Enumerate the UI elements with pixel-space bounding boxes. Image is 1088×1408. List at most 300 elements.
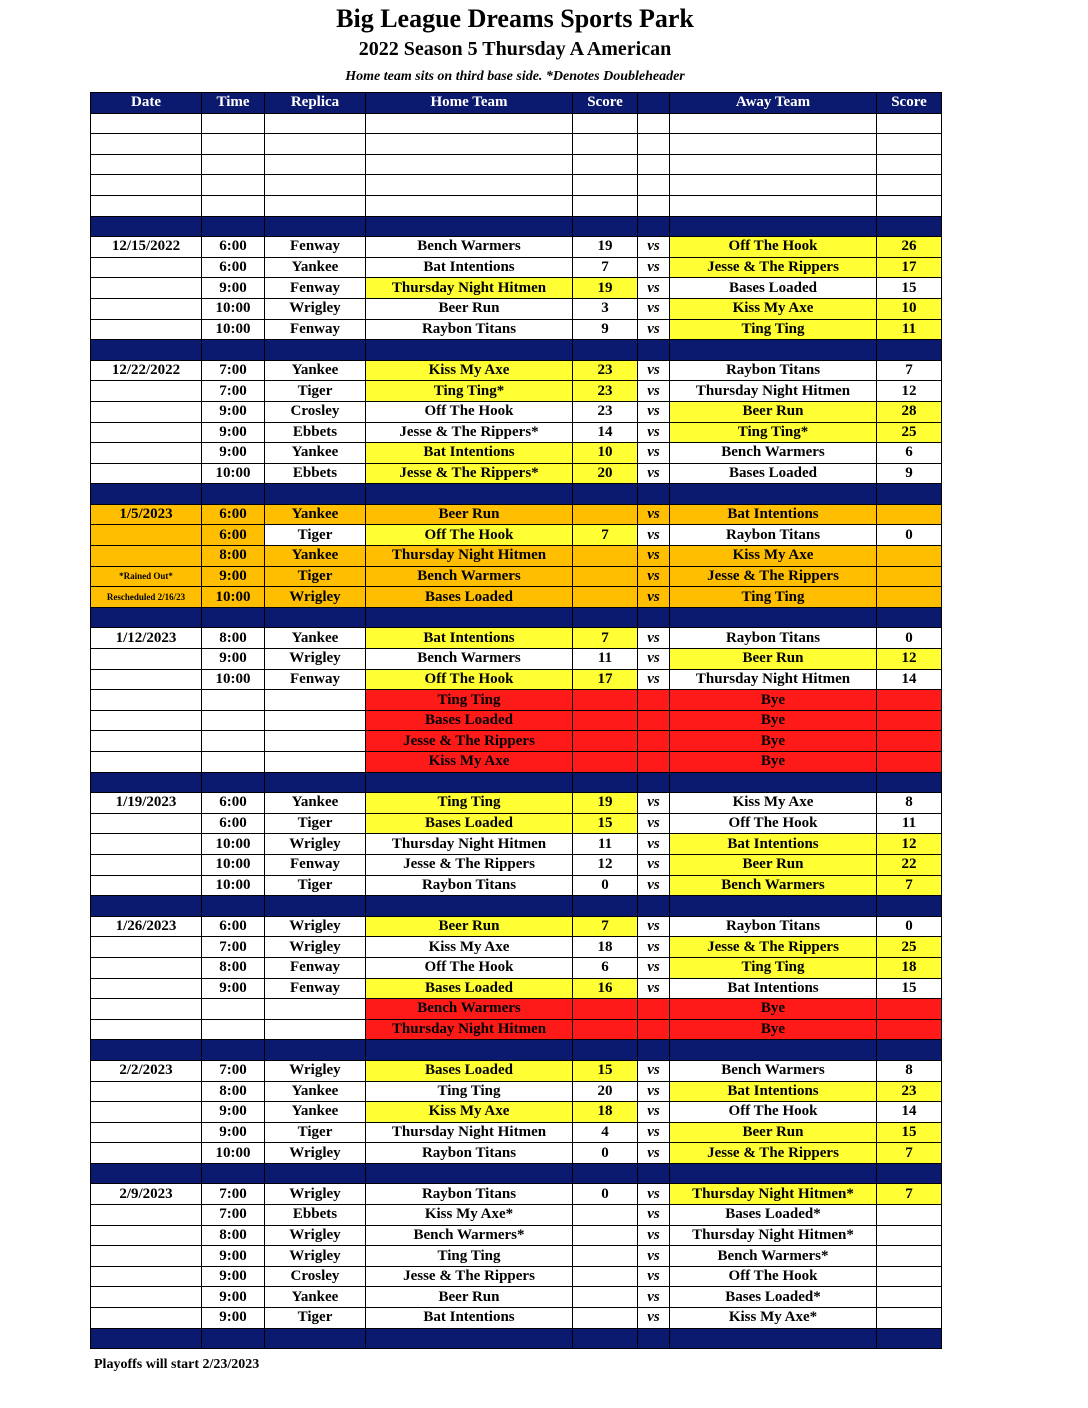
time-cell [202, 999, 265, 1020]
vs-cell [638, 607, 670, 628]
time-cell [202, 896, 265, 917]
vs-cell: vs [638, 443, 670, 464]
time-cell: 7:00 [202, 1184, 265, 1205]
week-separator-row [91, 607, 942, 628]
vs-cell: vs [638, 1081, 670, 1102]
replica-cell: Wrigley [265, 1246, 366, 1267]
away-score-cell [877, 1308, 942, 1329]
game-row [91, 1266, 942, 1287]
away-team-cell: Thursday Night Hitmen* [670, 1225, 877, 1246]
vs-cell [638, 731, 670, 752]
home-team-cell: Raybon Titans [366, 875, 573, 896]
game-row [91, 257, 942, 278]
away-score-cell: 23 [877, 1081, 942, 1102]
game-row [91, 854, 942, 875]
home-team-cell: Raybon Titans [366, 1143, 573, 1164]
replica-cell [265, 752, 366, 773]
vs-cell: vs [638, 587, 670, 608]
home-score-cell: 20 [573, 463, 638, 484]
replica-cell [265, 1040, 366, 1061]
time-cell: 10:00 [202, 1143, 265, 1164]
vs-cell: vs [638, 422, 670, 443]
home-score-cell: 7 [573, 257, 638, 278]
away-score-cell [877, 1163, 942, 1184]
home-team-cell: Bases Loaded [366, 587, 573, 608]
away-score-cell: 22 [877, 854, 942, 875]
vs-cell: vs [638, 1102, 670, 1123]
vs-cell: vs [638, 278, 670, 299]
home-score-cell: 9 [573, 319, 638, 340]
away-team-cell: Beer Run [670, 401, 877, 422]
away-score-cell: 25 [877, 937, 942, 958]
vs-cell [638, 1328, 670, 1349]
date-cell [91, 340, 202, 361]
game-row [91, 587, 942, 608]
replica-cell [265, 690, 366, 711]
away-team-cell: Kiss My Axe [670, 298, 877, 319]
table-header-row [91, 93, 942, 114]
date-cell: 1/5/2023 [91, 504, 202, 525]
home-score-cell [573, 1287, 638, 1308]
away-score-cell: 0 [877, 525, 942, 546]
date-cell [91, 875, 202, 896]
home-team-cell [366, 340, 573, 361]
date-cell [91, 381, 202, 402]
time-cell [202, 1040, 265, 1061]
col-header-date: Date [91, 93, 202, 114]
time-cell [202, 752, 265, 773]
replica-cell [265, 896, 366, 917]
game-row [91, 793, 942, 814]
home-score-cell: 18 [573, 937, 638, 958]
away-team-cell [670, 607, 877, 628]
replica-cell: Wrigley [265, 937, 366, 958]
home-score-cell: 7 [573, 916, 638, 937]
home-score-cell: 0 [573, 1184, 638, 1205]
date-cell [91, 834, 202, 855]
replica-cell [265, 607, 366, 628]
away-score-cell: 28 [877, 401, 942, 422]
blank-row [91, 113, 942, 134]
date-cell [91, 1308, 202, 1329]
home-team-cell: Kiss My Axe [366, 1102, 573, 1123]
time-cell [202, 195, 265, 216]
away-score-cell [877, 175, 942, 196]
date-cell [91, 257, 202, 278]
game-row [91, 916, 942, 937]
away-team-cell: Thursday Night Hitmen [670, 669, 877, 690]
date-cell [91, 175, 202, 196]
home-team-cell: Beer Run [366, 916, 573, 937]
away-team-cell: Jesse & The Rippers [670, 257, 877, 278]
game-row [91, 1287, 942, 1308]
away-team-cell: Bat Intentions [670, 834, 877, 855]
date-cell [91, 937, 202, 958]
away-team-cell: Ting Ting* [670, 422, 877, 443]
game-row [91, 422, 942, 443]
home-team-cell [366, 1040, 573, 1061]
blank-row [91, 195, 942, 216]
game-row [91, 1308, 942, 1329]
replica-cell [265, 1328, 366, 1349]
time-cell: 6:00 [202, 793, 265, 814]
away-score-cell: 15 [877, 1122, 942, 1143]
away-score-cell: 14 [877, 1102, 942, 1123]
away-score-cell [877, 504, 942, 525]
home-score-cell: 23 [573, 381, 638, 402]
home-score-cell [573, 1205, 638, 1226]
away-team-cell [670, 1328, 877, 1349]
game-row [91, 463, 942, 484]
date-cell [91, 216, 202, 237]
home-score-cell: 23 [573, 360, 638, 381]
replica-cell: Tiger [265, 813, 366, 834]
home-team-cell: Thursday Night Hitmen [366, 1122, 573, 1143]
home-score-cell [573, 113, 638, 134]
bye-row [91, 752, 942, 773]
replica-cell: Wrigley [265, 1060, 366, 1081]
replica-cell: Yankee [265, 793, 366, 814]
home-team-cell: Thursday Night Hitmen [366, 834, 573, 855]
away-score-cell [877, 340, 942, 361]
header-note: Home team sits on third base side. *Denotes Doubleheader [345, 69, 685, 84]
week-separator-row [91, 1163, 942, 1184]
game-row [91, 1184, 942, 1205]
home-team-cell [366, 484, 573, 505]
away-score-cell: 17 [877, 257, 942, 278]
game-row [91, 1060, 942, 1081]
game-row [91, 237, 942, 258]
replica-cell: Crosley [265, 401, 366, 422]
time-cell [202, 134, 265, 155]
away-team-cell: Off The Hook [670, 813, 877, 834]
away-team-cell: Beer Run [670, 1122, 877, 1143]
home-team-cell: Bench Warmers [366, 649, 573, 670]
time-cell: 9:00 [202, 978, 265, 999]
date-cell [91, 772, 202, 793]
replica-cell: Wrigley [265, 1225, 366, 1246]
game-row [91, 401, 942, 422]
home-score-cell: 0 [573, 875, 638, 896]
vs-cell [638, 896, 670, 917]
home-team-cell: Ting Ting [366, 1081, 573, 1102]
home-team-cell [366, 896, 573, 917]
time-cell [202, 340, 265, 361]
time-cell [202, 690, 265, 711]
home-score-cell: 15 [573, 1060, 638, 1081]
home-team-cell: Ting Ting [366, 1246, 573, 1267]
date-cell [91, 999, 202, 1020]
time-cell [202, 607, 265, 628]
game-row [91, 1143, 942, 1164]
date-cell [91, 1040, 202, 1061]
home-score-cell [573, 731, 638, 752]
away-team-cell [670, 340, 877, 361]
date-cell [91, 422, 202, 443]
home-team-cell: Off The Hook [366, 401, 573, 422]
replica-cell [265, 1163, 366, 1184]
date-cell: 1/26/2023 [91, 916, 202, 937]
home-score-cell [573, 896, 638, 917]
game-row [91, 875, 942, 896]
home-score-cell [573, 484, 638, 505]
replica-cell: Fenway [265, 319, 366, 340]
time-cell: 9:00 [202, 1287, 265, 1308]
home-score-cell: 6 [573, 957, 638, 978]
away-team-cell [670, 896, 877, 917]
away-score-cell: 9 [877, 463, 942, 484]
home-team-cell: Kiss My Axe [366, 937, 573, 958]
replica-cell: Tiger [265, 875, 366, 896]
away-score-cell [877, 731, 942, 752]
game-row [91, 546, 942, 567]
time-cell: 8:00 [202, 1225, 265, 1246]
away-score-cell [877, 1287, 942, 1308]
away-team-cell: Bye [670, 710, 877, 731]
away-team-cell [670, 772, 877, 793]
away-team-cell: Off The Hook [670, 1266, 877, 1287]
away-score-cell: 10 [877, 298, 942, 319]
replica-cell: Ebbets [265, 463, 366, 484]
date-cell [91, 443, 202, 464]
game-row [91, 628, 942, 649]
replica-cell: Wrigley [265, 587, 366, 608]
replica-cell: Tiger [265, 381, 366, 402]
week-separator-row [91, 340, 942, 361]
vs-cell [638, 772, 670, 793]
away-score-cell [877, 195, 942, 216]
away-team-cell: Beer Run [670, 649, 877, 670]
week-separator-row [91, 216, 942, 237]
home-score-cell [573, 566, 638, 587]
date-cell [91, 484, 202, 505]
away-score-cell: 0 [877, 628, 942, 649]
replica-cell: Wrigley [265, 916, 366, 937]
replica-cell: Wrigley [265, 649, 366, 670]
home-team-cell: Thursday Night Hitmen [366, 546, 573, 567]
away-score-cell: 11 [877, 813, 942, 834]
away-team-cell [670, 134, 877, 155]
game-row [91, 525, 942, 546]
away-team-cell [670, 484, 877, 505]
time-cell: 8:00 [202, 957, 265, 978]
away-score-cell [877, 607, 942, 628]
time-cell: 6:00 [202, 257, 265, 278]
replica-cell: Tiger [265, 1122, 366, 1143]
vs-cell: vs [638, 525, 670, 546]
home-score-cell: 10 [573, 443, 638, 464]
vs-cell: vs [638, 957, 670, 978]
date-cell: 1/12/2023 [91, 628, 202, 649]
vs-cell: vs [638, 1060, 670, 1081]
replica-cell: Yankee [265, 1287, 366, 1308]
away-score-cell [877, 154, 942, 175]
week-separator-row [91, 772, 942, 793]
vs-cell: vs [638, 381, 670, 402]
col-header-away-team: Away Team [670, 93, 877, 114]
home-score-cell: 14 [573, 422, 638, 443]
away-score-cell [877, 546, 942, 567]
col-header-vs [638, 93, 670, 114]
date-cell: 12/22/2022 [91, 360, 202, 381]
away-score-cell [877, 1328, 942, 1349]
home-score-cell [573, 216, 638, 237]
home-team-cell [366, 113, 573, 134]
game-row [91, 319, 942, 340]
home-team-cell: Bat Intentions [366, 443, 573, 464]
time-cell: 9:00 [202, 401, 265, 422]
time-cell: 7:00 [202, 1205, 265, 1226]
away-team-cell: Bye [670, 1019, 877, 1040]
away-team-cell: Bye [670, 690, 877, 711]
date-cell [91, 690, 202, 711]
away-team-cell [670, 216, 877, 237]
time-cell [202, 1328, 265, 1349]
away-team-cell: Ting Ting [670, 587, 877, 608]
home-team-cell [366, 134, 573, 155]
game-row [91, 1246, 942, 1267]
replica-cell [265, 113, 366, 134]
away-team-cell: Bye [670, 731, 877, 752]
blank-row [91, 175, 942, 196]
home-score-cell: 16 [573, 978, 638, 999]
time-cell: 9:00 [202, 422, 265, 443]
time-cell [202, 216, 265, 237]
date-cell: 2/2/2023 [91, 1060, 202, 1081]
replica-cell [265, 154, 366, 175]
home-team-cell: Bases Loaded [366, 813, 573, 834]
date-cell [91, 731, 202, 752]
replica-cell [265, 175, 366, 196]
vs-cell: vs [638, 1246, 670, 1267]
date-cell [91, 525, 202, 546]
home-team-cell: Bench Warmers [366, 237, 573, 258]
home-team-cell [366, 1328, 573, 1349]
time-cell: 6:00 [202, 237, 265, 258]
home-score-cell [573, 1246, 638, 1267]
away-score-cell [877, 1205, 942, 1226]
home-score-cell [573, 340, 638, 361]
away-score-cell: 15 [877, 978, 942, 999]
home-team-cell: Bat Intentions [366, 628, 573, 649]
home-score-cell [573, 1266, 638, 1287]
game-row [91, 566, 942, 587]
home-team-cell: Ting Ting [366, 690, 573, 711]
away-team-cell [670, 113, 877, 134]
time-cell: 10:00 [202, 298, 265, 319]
away-team-cell: Raybon Titans [670, 360, 877, 381]
away-score-cell: 8 [877, 1060, 942, 1081]
vs-cell: vs [638, 649, 670, 670]
away-score-cell: 12 [877, 834, 942, 855]
date-cell: Rescheduled 2/16/23 [91, 587, 202, 608]
away-score-cell [877, 134, 942, 155]
home-score-cell: 12 [573, 854, 638, 875]
week-separator-row [91, 1328, 942, 1349]
away-score-cell [877, 896, 942, 917]
vs-cell: vs [638, 566, 670, 587]
away-team-cell: Jesse & The Rippers [670, 566, 877, 587]
home-score-cell: 4 [573, 1122, 638, 1143]
time-cell [202, 1163, 265, 1184]
vs-cell: vs [638, 1184, 670, 1205]
home-score-cell: 19 [573, 237, 638, 258]
away-team-cell: Ting Ting [670, 957, 877, 978]
time-cell [202, 484, 265, 505]
col-header-home-score: Score [573, 93, 638, 114]
time-cell: 8:00 [202, 1081, 265, 1102]
game-row [91, 360, 942, 381]
time-cell: 6:00 [202, 525, 265, 546]
away-score-cell [877, 216, 942, 237]
away-score-cell: 7 [877, 1143, 942, 1164]
home-score-cell [573, 195, 638, 216]
game-row [91, 1102, 942, 1123]
vs-cell [638, 484, 670, 505]
home-score-cell: 15 [573, 813, 638, 834]
time-cell [202, 154, 265, 175]
away-score-cell: 7 [877, 875, 942, 896]
bye-row [91, 1019, 942, 1040]
date-cell [91, 1081, 202, 1102]
away-score-cell [877, 566, 942, 587]
away-score-cell: 6 [877, 443, 942, 464]
game-row [91, 1122, 942, 1143]
date-cell [91, 710, 202, 731]
blank-row [91, 154, 942, 175]
time-cell: 7:00 [202, 381, 265, 402]
date-cell [91, 278, 202, 299]
away-team-cell [670, 154, 877, 175]
date-cell: 12/15/2022 [91, 237, 202, 258]
game-row [91, 504, 942, 525]
vs-cell: vs [638, 546, 670, 567]
home-team-cell: Bases Loaded [366, 978, 573, 999]
home-score-cell: 11 [573, 649, 638, 670]
vs-cell [638, 690, 670, 711]
game-row [91, 1205, 942, 1226]
home-team-cell: Bat Intentions [366, 257, 573, 278]
date-cell [91, 298, 202, 319]
bye-row [91, 731, 942, 752]
vs-cell: vs [638, 834, 670, 855]
playoffs-note: Playoffs will start 2/23/2023 [94, 1357, 260, 1372]
vs-cell: vs [638, 854, 670, 875]
time-cell [202, 1019, 265, 1040]
home-team-cell [366, 607, 573, 628]
replica-cell: Wrigley [265, 834, 366, 855]
away-score-cell [877, 1266, 942, 1287]
away-team-cell: Bases Loaded* [670, 1205, 877, 1226]
away-score-cell: 26 [877, 237, 942, 258]
vs-cell: vs [638, 1308, 670, 1329]
away-team-cell [670, 1163, 877, 1184]
vs-cell [638, 154, 670, 175]
time-cell: 9:00 [202, 1102, 265, 1123]
week-separator-row [91, 484, 942, 505]
vs-cell: vs [638, 937, 670, 958]
col-header-home-team: Home Team [366, 93, 573, 114]
vs-cell [638, 175, 670, 196]
date-cell [91, 1225, 202, 1246]
replica-cell [265, 195, 366, 216]
vs-cell: vs [638, 875, 670, 896]
vs-cell: vs [638, 813, 670, 834]
away-score-cell [877, 113, 942, 134]
date-cell [91, 154, 202, 175]
replica-cell: Yankee [265, 360, 366, 381]
home-team-cell: Raybon Titans [366, 319, 573, 340]
